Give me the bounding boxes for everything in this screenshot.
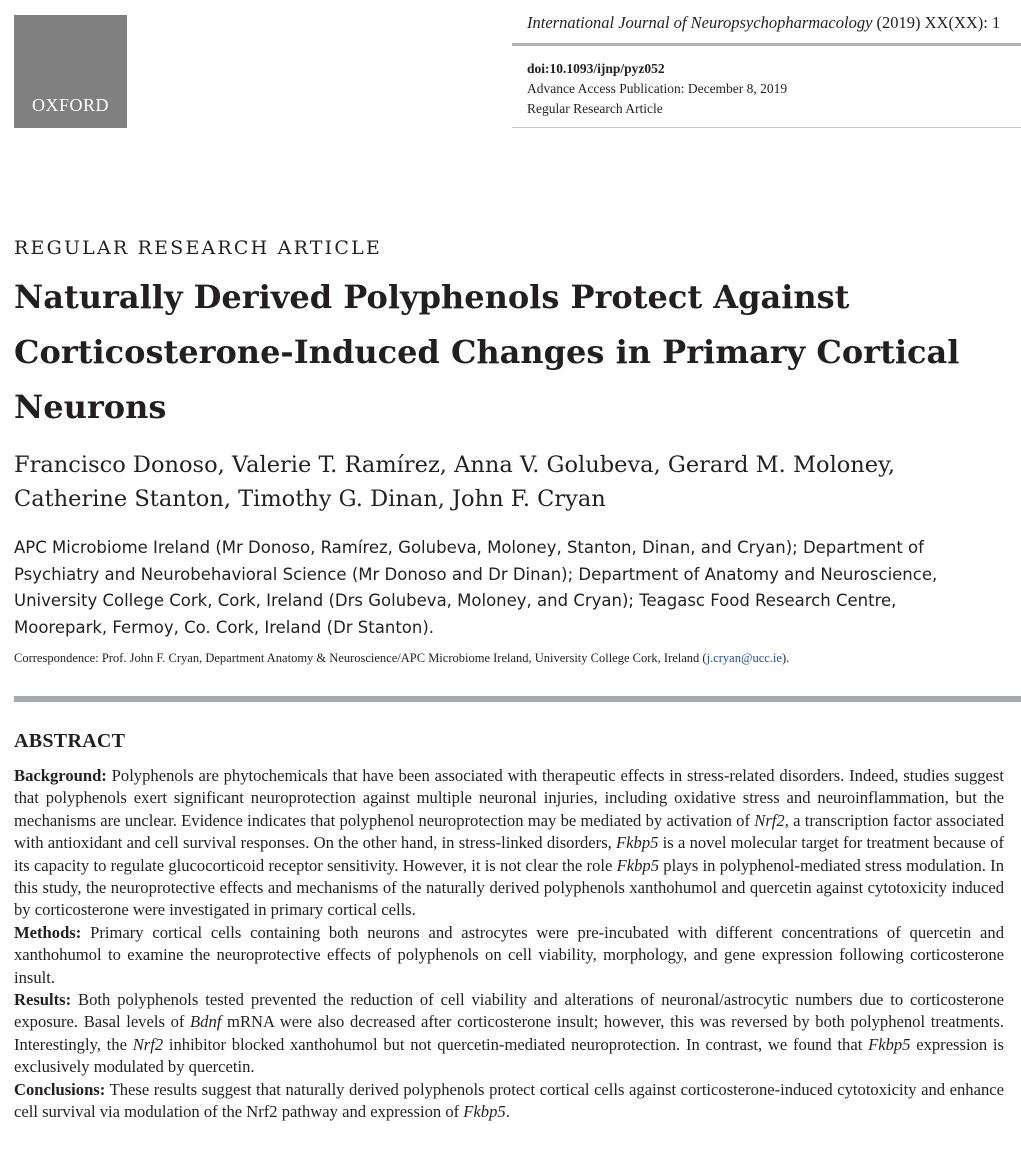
journal-citation xyxy=(527,13,1021,33)
results-label: Results: xyxy=(14,990,72,1010)
background-text-3: is a novel molecular target for treatment because of its capacity to regulate glucocorticoid receptor sensitivity. However, it is not clear the role xyxy=(14,833,1004,875)
gene-nrf2: Nrf2 xyxy=(754,810,785,830)
methods-text: Primary cortical cells containing both neurons and astrocytes were pre-incubated with different concentrations of quercetin and xanthohumol to examine the neuroprotective effects of polyphenols on cell viability, morphology, and gene expression following corticosterone insult. xyxy=(14,922,1004,987)
abstract-conclusions xyxy=(14,1079,1004,1124)
publication-date: Advance Access Publication: December 8, 2019 xyxy=(527,81,788,96)
gene-fkbp5: Fkbp5 xyxy=(616,833,659,853)
affiliations: APC Microbiome Ireland (Mr Donoso, Ramírez, Golubeva, Moloney, Stanton, Dinan, and Cryan); Department of Psychiatry and Neurobehavioral Science (Mr Donoso and Dr Dinan); Department of Anatomy and Neuroscience, University College Cork, Cork, Ireland (Drs Golubeva, Moloney, and Cryan); Teagasc Food Research Centre, Moorepark, Fermoy, Co. Cork, Ireland (Dr Stanton). xyxy=(14,538,938,637)
gene-fkbp5: Fkbp5 xyxy=(616,855,660,875)
abstract-background xyxy=(14,765,1004,922)
correspondence-email-link[interactable]: j.cryan@ucc.ie xyxy=(706,651,782,665)
gene-nrf2: Nrf2 xyxy=(132,1034,164,1054)
conclusions-text-2: . xyxy=(505,1102,510,1122)
doi: doi:10.1093/ijnp/pyz052 xyxy=(527,61,665,76)
results-text-4: expression is exclusively modulated by quercetin. xyxy=(14,1034,1004,1077)
background-label: Background: xyxy=(14,766,107,785)
gene-fkbp5: Fkbp5 xyxy=(463,1102,506,1122)
results-text-1: Both polyphenols tested prevented the reduction of cell viability and alterations of neuronal/astrocytic numbers due to corticosterone exposure. Basal levels of xyxy=(14,990,1004,1032)
background-text-2: , a transcription factor associated with antioxidant and cell survival responses. On the other hand, in stress-linked disorders, xyxy=(14,810,1005,853)
correspondence xyxy=(14,651,1014,666)
conclusions-text-1: These results suggest that naturally derived polyphenols protect cortical cells against corticosterone-induced cytotoxicity and enhance cell survival via modulation of the Nrf2 pathway and expression of xyxy=(14,1079,1004,1122)
meta-rule xyxy=(512,127,1021,128)
oxford-logo xyxy=(14,15,127,128)
gene-fkbp5: Fkbp5 xyxy=(868,1034,911,1054)
gene-bdnf: Bdnf xyxy=(190,1012,222,1032)
section-label: REGULAR RESEARCH ARTICLE xyxy=(14,237,382,259)
abstract-methods xyxy=(14,922,1004,989)
results-text-2: mRNA were also decreased after corticosterone insult; however, this was reversed by both polyphenol treatments. Interestingly, the xyxy=(14,1012,1004,1054)
correspondence-end: ). xyxy=(781,651,790,665)
article-title: Naturally Derived Polyphenols Protect Against Corticosterone-Induced Changes in Primary Cortical Neurons xyxy=(14,278,960,426)
background-text-1: Polyphenols are phytochemicals that have been associated with therapeutic effects in stress-related disorders. Indeed, studies suggest that polyphenols exert significant neuroprotection against multiple neuronal injuries, including oxidative stress and neuroinflammation, but the mechanisms are unclear. Evidence indicates that polyphenol neuroprotection may be mediated by activation of xyxy=(14,766,1004,830)
journal-name: International Journal of Neuropsychopharmacology xyxy=(527,13,873,32)
abstract-heading: ABSTRACT xyxy=(14,730,126,752)
article-type: Regular Research Article xyxy=(527,101,663,116)
header-rule xyxy=(512,43,1021,46)
conclusions-label: Conclusions: xyxy=(14,1079,106,1099)
correspondence-text: Correspondence: Prof. John F. Cryan, Department Anatomy & Neuroscience/APC Microbiome Ireland, University College Cork, Ireland ( xyxy=(14,651,707,665)
journal-citation-suffix: (2019) XX(XX): 1 xyxy=(876,13,1001,32)
abstract-body xyxy=(14,765,1004,1124)
section-divider xyxy=(14,696,1021,702)
abstract-results xyxy=(14,989,1004,1079)
background-text-4: plays in polyphenol-mediated stress modulation. In this study, the neuroprotective effects and mechanisms of the naturally derived polyphenols xanthohumol and quercetin against cytotoxicity induced by corticosterone were investigated in primary cortical cells. xyxy=(14,855,1004,920)
methods-label: Methods: xyxy=(14,922,82,942)
oxford-logo-text: OXFORD xyxy=(31,95,109,115)
results-text-3: inhibitor blocked xanthohumol but not quercetin-mediated neuroprotection. In contrast, we found that xyxy=(163,1034,869,1054)
article-meta xyxy=(527,59,787,119)
author-list: Francisco Donoso, Valerie T. Ramírez, Anna V. Golubeva, Gerard M. Moloney, Catherine Stanton, Timothy G. Dinan, John F. Cryan xyxy=(14,452,895,512)
